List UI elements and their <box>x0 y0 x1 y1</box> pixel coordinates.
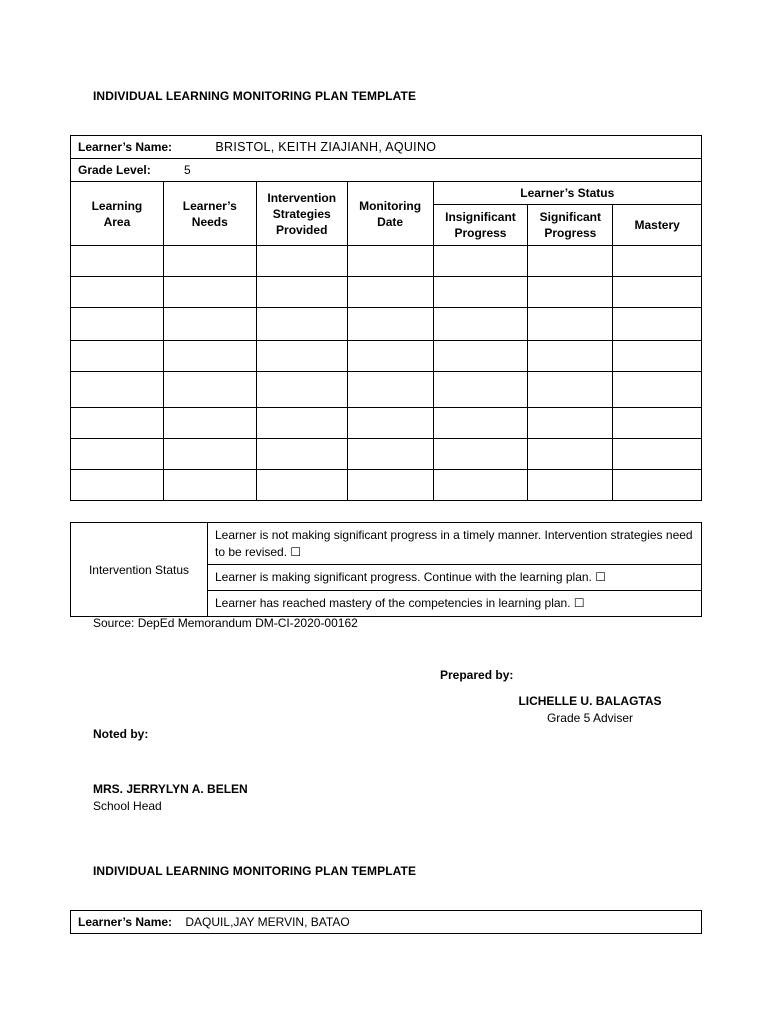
monitoring-plan-table <box>70 135 702 501</box>
second-page-title: INDIVIDUAL LEARNING MONITORING PLAN TEMPLATE <box>93 864 417 878</box>
header-monitoring-date: Monitoring Date <box>347 182 433 246</box>
grade-level-value: 5 <box>184 163 191 177</box>
header-insignificant-progress: Insignificant Progress <box>433 205 528 246</box>
intervention-status-label: Intervention Status <box>71 523 208 617</box>
school-head-role: School Head <box>93 799 162 813</box>
second-learner-table <box>70 910 702 934</box>
grade-level-label: Grade Level: <box>78 163 151 177</box>
preparer-role: Grade 5 Adviser <box>546 711 634 725</box>
table-row <box>71 408 702 439</box>
second-learner-name-value: DAQUIL,JAY MERVIN, BATAO <box>185 915 350 929</box>
intervention-status-table <box>70 522 702 617</box>
table-row <box>71 246 702 277</box>
header-significant-progress: Significant Progress <box>528 205 613 246</box>
learner-name-value: BRISTOL, KEITH ZIAJIANH, AQUINO <box>215 140 437 154</box>
table-row <box>71 277 702 308</box>
header-learners-needs: Learner’s Needs <box>163 182 256 246</box>
header-learning-area: Learning Area <box>71 182 164 246</box>
table-row <box>71 372 702 408</box>
source-note: Source: DepEd Memorandum DM-CI-2020-00162 <box>93 616 358 630</box>
table-row <box>71 439 702 470</box>
intervention-option-continue: Learner is making significant progress. Continue with the learning plan. ☐ <box>208 565 702 591</box>
school-head-name: MRS. JERRYLYN A. BELEN <box>93 782 248 796</box>
intervention-option-revise: Learner is not making significant progress in a timely manner. Intervention strategies need to be revised. ☐ <box>208 523 702 565</box>
page-title: INDIVIDUAL LEARNING MONITORING PLAN TEMPLATE <box>93 89 417 103</box>
table-row <box>71 308 702 341</box>
learner-name-label: Learner’s Name: <box>78 140 173 154</box>
table-row <box>71 341 702 372</box>
intervention-option-mastery: Learner has reached mastery of the competencies in learning plan. ☐ <box>208 591 702 617</box>
header-learners-status: Learner’s Status <box>433 182 701 205</box>
header-mastery: Mastery <box>613 205 702 246</box>
learner-name-row <box>71 136 702 159</box>
second-learner-name-label: Learner’s Name: <box>78 915 173 929</box>
table-row <box>71 470 702 501</box>
noted-by-label: Noted by: <box>93 727 149 741</box>
preparer-name: LICHELLE U. BALAGTAS <box>518 694 662 708</box>
grade-level-row <box>71 159 702 182</box>
header-intervention-strategies: Intervention Strategies Provided <box>256 182 347 246</box>
prepared-by-label: Prepared by: <box>440 668 514 682</box>
